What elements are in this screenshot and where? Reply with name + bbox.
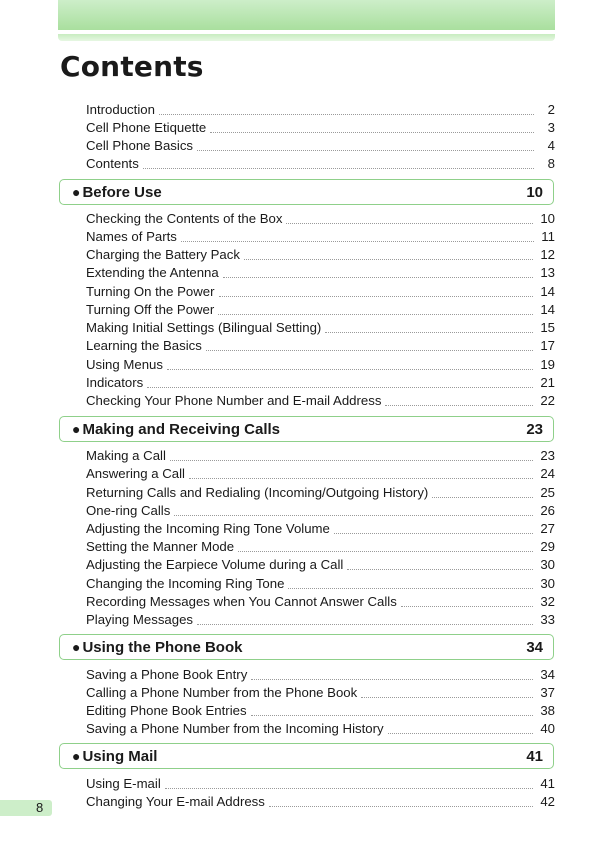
toc-entry[interactable] xyxy=(86,720,555,738)
section-page: 23 xyxy=(526,420,543,438)
toc-entry-title: Answering a Call xyxy=(86,466,185,481)
toc-entry[interactable] xyxy=(86,319,555,337)
toc-entry-title: Playing Messages xyxy=(86,612,194,627)
toc-entry-page: 22 xyxy=(540,393,555,408)
toc-entry[interactable] xyxy=(86,538,555,556)
dot-leader xyxy=(218,314,533,315)
toc-entry-title: Making Initial Settings (Bilingual Setting) xyxy=(86,320,322,335)
toc-entry-page: 24 xyxy=(540,466,555,481)
toc-entry[interactable] xyxy=(86,356,555,374)
toc-entry-title: Extending the Antenna xyxy=(86,265,219,280)
dot-leader xyxy=(189,478,533,479)
toc-entry-title: Cell Phone Basics xyxy=(86,138,194,153)
dot-leader xyxy=(388,733,534,734)
toc-entry[interactable] xyxy=(86,447,555,465)
dot-leader xyxy=(174,515,533,516)
dot-leader xyxy=(181,241,534,242)
toc-entry-page: 8 xyxy=(547,156,555,171)
toc-entry-title: Learning the Basics xyxy=(86,338,202,353)
toc-entry-title: Using Menus xyxy=(86,357,163,372)
toc-entry-title: Contents xyxy=(86,156,139,171)
toc-entry-title: Saving a Phone Number from the Incoming History xyxy=(86,721,384,736)
section-page: 34 xyxy=(526,638,543,656)
toc-entry-title: Setting the Manner Mode xyxy=(86,539,235,554)
toc-entry-page: 12 xyxy=(540,247,555,262)
dot-leader xyxy=(238,551,533,552)
toc-entry-page: 14 xyxy=(540,302,555,317)
toc-entry[interactable] xyxy=(86,465,555,483)
toc-entry-page: 38 xyxy=(540,703,555,718)
toc-entry-page: 37 xyxy=(540,685,555,700)
dot-leader xyxy=(347,569,533,570)
section-title: Before Use xyxy=(82,183,162,201)
toc-entry-title: Cell Phone Etiquette xyxy=(86,120,207,135)
section-header[interactable] xyxy=(59,416,554,442)
page-number: 8 xyxy=(36,800,44,815)
toc-entry-page: 3 xyxy=(547,120,555,135)
toc-entry[interactable] xyxy=(86,119,555,137)
toc-entry[interactable] xyxy=(86,228,555,246)
dot-leader xyxy=(325,332,533,333)
toc-entry-page: 19 xyxy=(540,357,555,372)
section-header[interactable] xyxy=(59,634,554,660)
dot-leader xyxy=(432,497,533,498)
toc-entry-page: 30 xyxy=(540,557,555,572)
dot-leader xyxy=(223,277,534,278)
dot-leader xyxy=(269,806,533,807)
toc-entry-page: 21 xyxy=(540,375,555,390)
toc-entry-page: 17 xyxy=(540,338,555,353)
toc-entry-page: 2 xyxy=(547,102,555,117)
section-header[interactable] xyxy=(59,179,554,205)
toc-entry-page: 14 xyxy=(540,284,555,299)
toc-entry-title: Recording Messages when You Cannot Answer Calls xyxy=(86,594,397,609)
toc-entry[interactable] xyxy=(86,283,555,301)
toc-entry[interactable] xyxy=(86,246,555,264)
section-page: 10 xyxy=(526,183,543,201)
toc-entry[interactable] xyxy=(86,775,555,793)
toc-entry-page: 11 xyxy=(541,229,555,244)
bullet-icon: ● xyxy=(72,748,81,764)
toc-entry[interactable] xyxy=(86,684,555,702)
toc-entry-title: Turning Off the Power xyxy=(86,302,215,317)
dot-leader xyxy=(361,697,533,698)
toc-entry-page: 30 xyxy=(540,576,555,591)
dot-leader xyxy=(206,350,533,351)
toc-entry-title: Using E-mail xyxy=(86,776,161,791)
toc-entry-page: 41 xyxy=(540,776,555,791)
toc-entry[interactable] xyxy=(86,575,555,593)
section-header[interactable] xyxy=(59,743,554,769)
toc-entry-page: 4 xyxy=(547,138,555,153)
toc-entry-title: One-ring Calls xyxy=(86,503,171,518)
toc-entry-page: 29 xyxy=(540,539,555,554)
toc-entry[interactable] xyxy=(86,392,555,410)
toc-entry-title: Adjusting the Earpiece Volume during a Call xyxy=(86,557,344,572)
bullet-icon: ● xyxy=(72,421,81,437)
dot-leader xyxy=(197,150,534,151)
toc-entry-page: 34 xyxy=(540,667,555,682)
dot-leader xyxy=(167,369,533,370)
toc-entry[interactable] xyxy=(86,666,555,684)
bullet-icon: ● xyxy=(72,639,81,655)
section-title: Using Mail xyxy=(82,747,158,765)
toc-entry[interactable] xyxy=(86,264,555,282)
toc-entry-title: Checking Your Phone Number and E-mail Address xyxy=(86,393,382,408)
dot-leader xyxy=(288,588,533,589)
toc-entry-page: 27 xyxy=(540,521,555,536)
toc-entry-page: 25 xyxy=(540,485,555,500)
toc-entry[interactable] xyxy=(86,101,555,119)
dot-leader xyxy=(401,606,534,607)
toc-entry-title: Names of Parts xyxy=(86,229,177,244)
toc-entry[interactable] xyxy=(86,556,555,574)
header-band xyxy=(58,0,555,30)
toc-entry[interactable] xyxy=(86,137,555,155)
page-title: Contents xyxy=(60,50,204,83)
dot-leader xyxy=(334,533,533,534)
toc-entry-page: 10 xyxy=(540,211,555,226)
dot-leader xyxy=(143,168,534,169)
dot-leader xyxy=(286,223,533,224)
toc-entry-title: Changing Your E-mail Address xyxy=(86,794,265,809)
dot-leader xyxy=(159,114,534,115)
toc-entry-title: Indicators xyxy=(86,375,144,390)
toc-entry[interactable] xyxy=(86,593,555,611)
toc-entry-page: 23 xyxy=(540,448,555,463)
toc-entry[interactable] xyxy=(86,520,555,538)
toc-entry[interactable] xyxy=(86,484,555,502)
toc-entry-title: Changing the Incoming Ring Tone xyxy=(86,576,285,591)
dot-leader xyxy=(219,296,534,297)
toc-entry[interactable] xyxy=(86,301,555,319)
section-title: Making and Receiving Calls xyxy=(82,420,281,438)
dot-leader xyxy=(170,460,533,461)
toc-entry-title: Making a Call xyxy=(86,448,166,463)
section-title: Using the Phone Book xyxy=(82,638,243,656)
toc-entry[interactable] xyxy=(86,502,555,520)
toc-entry-title: Turning On the Power xyxy=(86,284,215,299)
toc-entry-title: Introduction xyxy=(86,102,155,117)
dot-leader xyxy=(244,259,533,260)
toc-entry-page: 13 xyxy=(540,265,555,280)
header-rule xyxy=(58,34,555,41)
dot-leader xyxy=(197,624,533,625)
dot-leader xyxy=(385,405,533,406)
toc-entry-page: 33 xyxy=(540,612,555,627)
dot-leader xyxy=(165,788,534,789)
dot-leader xyxy=(147,387,533,388)
section-page: 41 xyxy=(526,747,543,765)
bullet-icon: ● xyxy=(72,184,81,200)
toc-entry-page: 42 xyxy=(540,794,555,809)
toc-entry[interactable] xyxy=(86,374,555,392)
toc-entry-page: 26 xyxy=(540,503,555,518)
dot-leader xyxy=(210,132,534,133)
dot-leader xyxy=(251,715,534,716)
toc-entry-title: Saving a Phone Book Entry xyxy=(86,667,248,682)
page-number-tab xyxy=(0,800,52,816)
toc-entry-page: 15 xyxy=(540,320,555,335)
toc-entry[interactable] xyxy=(86,611,555,629)
toc-entry[interactable] xyxy=(86,793,555,811)
toc-entry-page: 32 xyxy=(540,594,555,609)
toc-entry[interactable] xyxy=(86,337,555,355)
toc-entry-page: 40 xyxy=(540,721,555,736)
toc-entry-title: Calling a Phone Number from the Phone Book xyxy=(86,685,358,700)
dot-leader xyxy=(251,679,533,680)
toc-entry-title: Adjusting the Incoming Ring Tone Volume xyxy=(86,521,330,536)
toc-entry[interactable] xyxy=(86,702,555,720)
toc-entry-title: Editing Phone Book Entries xyxy=(86,703,247,718)
toc-entry-title: Returning Calls and Redialing (Incoming/Outgoing History) xyxy=(86,485,429,500)
toc-entry[interactable] xyxy=(86,155,555,173)
toc-entry-title: Charging the Battery Pack xyxy=(86,247,240,262)
toc-entry[interactable] xyxy=(86,210,555,228)
toc-entry-title: Checking the Contents of the Box xyxy=(86,211,283,226)
